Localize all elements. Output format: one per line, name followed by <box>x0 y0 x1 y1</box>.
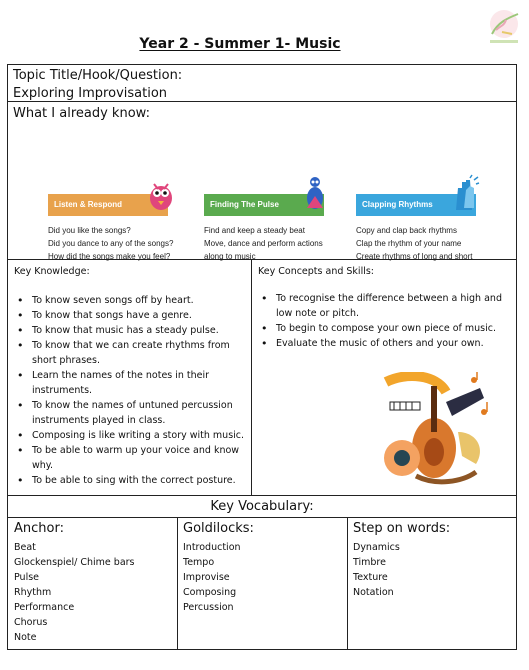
list-item: • To be able to sing with the correct posture. <box>14 473 245 488</box>
school-logo-icon <box>482 4 526 48</box>
card-line: along to music <box>204 252 256 261</box>
topic-title: Exploring Improvisation <box>13 86 168 101</box>
card-lines <box>48 224 208 263</box>
card-title: Listen & Respond <box>48 194 168 216</box>
card-line: Copy and clap back rhythms <box>356 226 457 235</box>
list-item: • Evaluate the music of others and your own. <box>258 336 506 351</box>
vocab-word: Rhythm <box>14 587 52 598</box>
card-line: Find and keep a steady beat <box>204 226 305 235</box>
vocab-word: Notation <box>353 587 394 598</box>
musical-instruments-icon <box>376 372 494 488</box>
vocabulary-section <box>8 518 516 649</box>
list-item: • Learn the names of the notes in their instruments. <box>14 368 245 398</box>
key-concepts-heading: Key Concepts and Skills: <box>258 266 374 277</box>
key-concepts-list <box>258 291 506 351</box>
key-knowledge-list <box>14 293 245 488</box>
vocab-word: Introduction <box>183 542 241 553</box>
vocab-word: Glockenspiel/ Chime bars <box>14 557 135 568</box>
vocab-word: Beat <box>14 542 36 553</box>
card-title: Finding The Pulse <box>204 194 324 216</box>
list-item: • To know that songs have a genre. <box>14 308 245 323</box>
card-lines <box>204 224 364 263</box>
list-item: • To be able to warm up your voice and know why. <box>14 443 245 473</box>
card-lines <box>356 224 516 263</box>
vocab-word: Performance <box>14 602 75 613</box>
card-line: Clap the rhythm of your name <box>356 239 462 248</box>
list-item: • To know that we can create rhythms from short phrases. <box>14 338 245 368</box>
pink-bird-mascot-icon <box>146 174 176 214</box>
prior-knowledge-heading: What I already know: <box>13 106 150 121</box>
vocabulary-heading: Key Vocabulary: <box>210 499 314 514</box>
vocab-word: Dynamics <box>353 542 400 553</box>
list-item: • To begin to compose your own piece of music. <box>258 321 506 336</box>
card-line: Create rhythms of long and short <box>356 252 473 261</box>
list-item: • To recognise the difference between a high and low note or pitch. <box>258 291 506 321</box>
card-title: Clapping Rhythms <box>356 194 476 216</box>
vocab-column-step-on <box>348 518 516 649</box>
vocab-word: Note <box>14 632 37 643</box>
vocab-word: Percussion <box>183 602 234 613</box>
vocab-word: Chorus <box>14 617 48 628</box>
vocab-word: Texture <box>353 572 388 583</box>
blue-creature-mascot-icon <box>302 174 328 214</box>
card-line: Did you like the songs? <box>48 226 131 235</box>
vocab-word: Improvise <box>183 572 230 583</box>
list-item: • Composing is like writing a story with music. <box>14 428 245 443</box>
vocab-column-title: Anchor: <box>14 521 64 536</box>
vocab-word: Pulse <box>14 572 40 583</box>
prior-knowledge-section <box>8 102 516 260</box>
vocab-word: Composing <box>183 587 237 598</box>
topic-label: Topic Title/Hook/Question: <box>13 68 183 83</box>
card-line: Did you dance to any of the songs? <box>48 239 174 248</box>
list-item: • To know seven songs off by heart. <box>14 293 245 308</box>
list-item: • To know the names of untuned percussion instruments played in class. <box>14 398 245 428</box>
page-title: Year 2 - Summer 1- Music <box>139 36 341 52</box>
vocab-word: Timbre <box>353 557 386 568</box>
knowledge-section <box>8 260 516 496</box>
vocab-column-title: Step on words: <box>353 521 451 536</box>
key-knowledge-heading: Key Knowledge: <box>14 266 90 277</box>
vocab-column-title: Goldilocks: <box>183 521 254 536</box>
vocab-column-goldilocks <box>178 518 348 649</box>
key-concepts-column <box>252 260 516 495</box>
knowledge-organiser <box>7 64 517 650</box>
card-line: How did the songs make you feel? <box>48 252 171 261</box>
list-item: • To know that music has a steady pulse. <box>14 323 245 338</box>
card-line: Move, dance and perform actions <box>204 239 323 248</box>
vocabulary-heading-row <box>8 496 516 518</box>
vocab-column-anchor <box>8 518 178 649</box>
key-knowledge-column <box>8 260 252 495</box>
vocab-word: Tempo <box>183 557 215 568</box>
clapping-hands-icon <box>450 174 480 214</box>
topic-section <box>8 65 516 102</box>
